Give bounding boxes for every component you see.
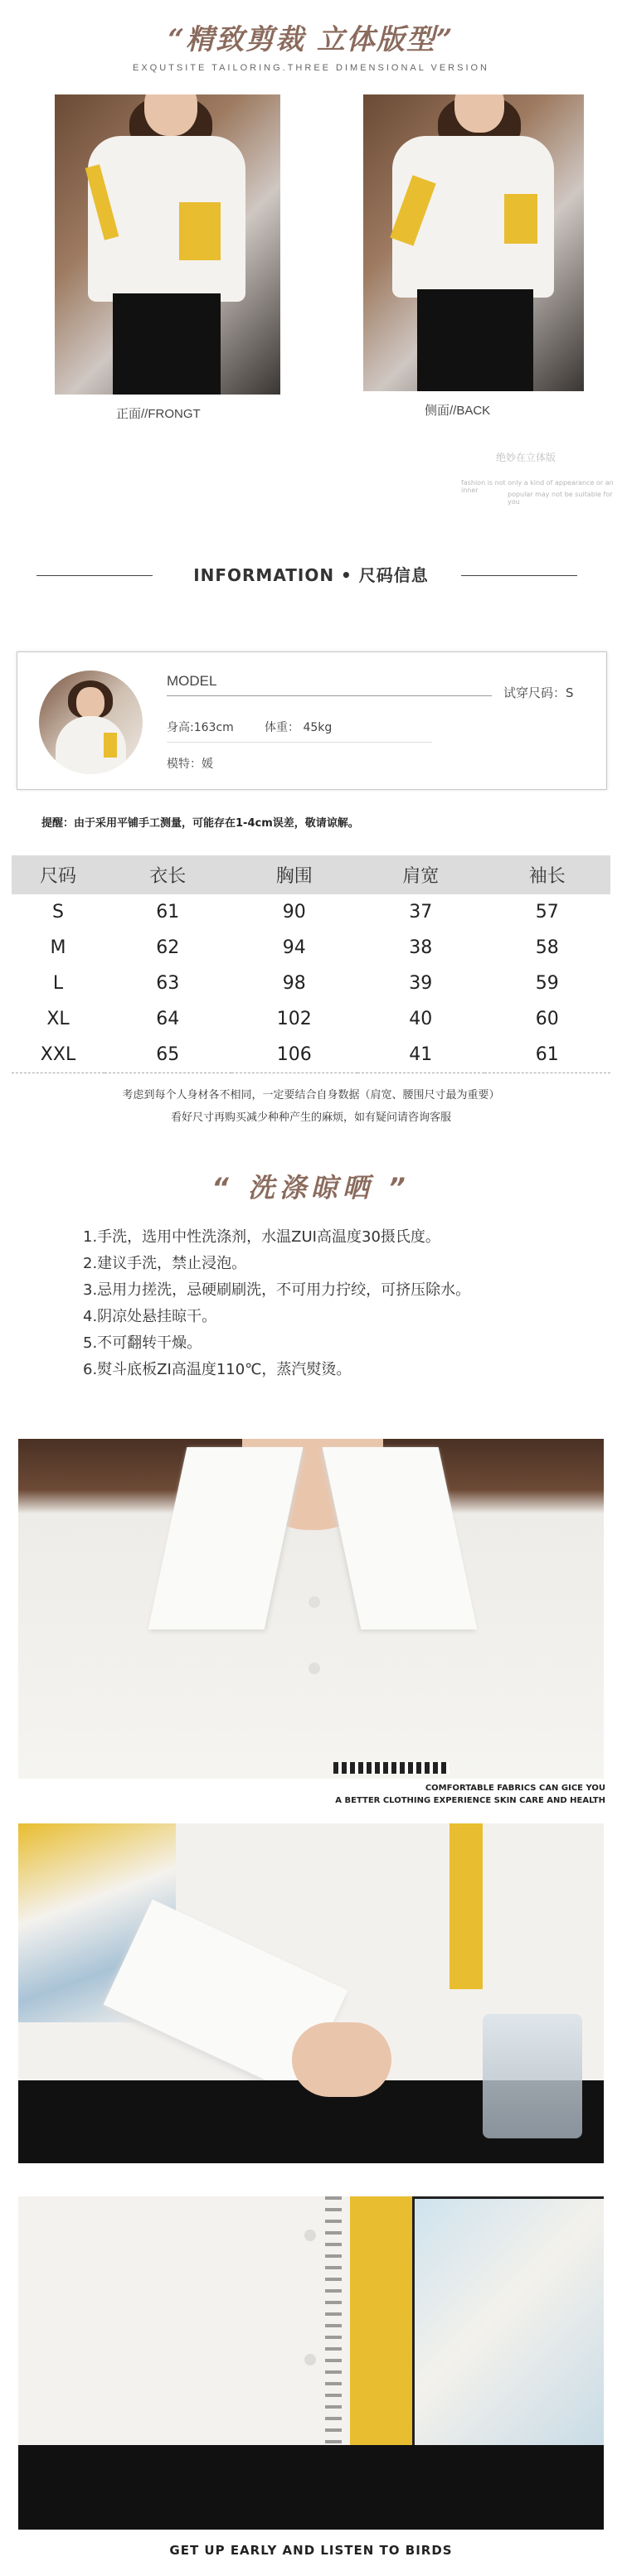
detail-photo-collar xyxy=(18,1439,604,1779)
header-length: 衣长 xyxy=(104,855,231,894)
table-cell: XL xyxy=(46,1009,70,1029)
wash-item-5: 5.不可翻转干燥。 xyxy=(83,1334,202,1352)
wash-item-4: 4.阴凉处悬挂晾干。 xyxy=(83,1308,217,1325)
side-view-photo xyxy=(363,94,584,391)
header-shoulder: 肩宽 xyxy=(357,855,484,894)
wash-item-1: 1.手洗，选用中性洗涤剂，水温ZUI高温度30摄氏度。 xyxy=(83,1228,440,1246)
model-label: MODEL xyxy=(167,673,217,689)
information-title: INFORMATION • 尺码信息 xyxy=(193,565,429,585)
footer-slogan: GET UP EARLY AND LISTEN TO BIRDS xyxy=(169,2543,453,2558)
table-cell: 37 xyxy=(409,902,433,922)
table-row xyxy=(12,1001,610,1037)
page-subtitle: EXQUTSITE TAILORING.THREE DIMENSIONAL VERSION xyxy=(132,63,489,73)
table-row xyxy=(12,966,610,1001)
table-cell: 98 xyxy=(282,973,306,994)
table-cell: 59 xyxy=(535,973,559,994)
table-cell: 58 xyxy=(535,937,559,958)
table-cell: XXL xyxy=(12,1037,104,1073)
table-cell: 40 xyxy=(409,1009,433,1029)
fabric-caption-2: A BETTER CLOTHING EXPERIENCE SKIN CARE AND HEALTH xyxy=(335,1796,605,1805)
table-cell: 94 xyxy=(282,937,306,958)
tagline-en-line-2: popular may not be suitable for you xyxy=(508,491,613,506)
header-sleeve: 袖长 xyxy=(484,855,611,894)
fabric-caption-1: COMFORTABLE FABRICS CAN GICE YOU xyxy=(425,1784,605,1793)
front-view-photo xyxy=(55,94,280,395)
wash-title: “ 洗涤晾晒 ” xyxy=(211,1172,411,1203)
model-avatar xyxy=(39,671,143,774)
side-caption: 侧面//BACK xyxy=(425,404,491,418)
table-cell: 65 xyxy=(104,1037,231,1073)
tagline: 绝妙在立体版 xyxy=(496,452,556,463)
tagline-en-line-1: fashion is not only a kind of appearance or an inner xyxy=(461,479,614,494)
table-row xyxy=(12,1037,610,1073)
table-cell: 60 xyxy=(535,1009,559,1029)
wash-item-6: 6.熨斗底板ZI高温度110℃，蒸汽熨烫。 xyxy=(83,1361,352,1378)
size-table xyxy=(12,855,610,1073)
model-underline xyxy=(167,695,492,696)
table-cell: 64 xyxy=(156,1009,180,1029)
table-cell: 41 xyxy=(357,1037,484,1073)
table-cell: 102 xyxy=(276,1009,312,1029)
size-tried: 试穿尺码：S xyxy=(503,685,574,700)
table-row xyxy=(12,894,610,930)
divider-right xyxy=(461,575,577,576)
table-cell: S xyxy=(52,902,64,922)
model-divider xyxy=(167,742,432,743)
table-cell: 61 xyxy=(484,1037,611,1073)
page-title: “精致剪裁 立体版型” xyxy=(168,23,454,56)
table-cell: L xyxy=(52,973,64,994)
size-table-header xyxy=(12,855,610,894)
size-remark-2: 看好尺寸再购买减少种种产生的麻烦，如有疑问请咨询客服 xyxy=(170,1111,451,1124)
table-cell: 57 xyxy=(535,902,559,922)
table-cell: 62 xyxy=(156,937,180,958)
model-weight: 体重： 45kg xyxy=(265,721,333,734)
size-remark-1: 考虑到每个人身材各不相同，一定要结合自身数据（肩宽、腰围尺寸最为重要） xyxy=(122,1089,500,1102)
model-height: 身高:163cm xyxy=(167,721,234,734)
wash-item-2: 2.建议手洗，禁止浸泡。 xyxy=(83,1255,247,1272)
table-cell: 63 xyxy=(156,973,180,994)
model-card xyxy=(17,651,607,790)
detail-photo-sleeve xyxy=(18,1823,604,2163)
table-cell: 61 xyxy=(156,902,180,922)
header-size: 尺码 xyxy=(12,855,104,894)
wash-item-3: 3.忌用力搓洗，忌硬刷刷洗，不可用力拧绞，可挤压除水。 xyxy=(83,1281,471,1299)
table-row xyxy=(12,930,610,966)
front-caption: 正面//FRONGT xyxy=(116,407,201,421)
table-cell: 39 xyxy=(409,973,433,994)
model-name: 模特：媛 xyxy=(167,758,213,771)
table-cell: 106 xyxy=(231,1037,358,1073)
detail-photo-print xyxy=(18,2196,604,2530)
header-chest: 胸围 xyxy=(231,855,358,894)
table-cell: 38 xyxy=(409,937,433,958)
table-cell: M xyxy=(50,937,66,958)
measurement-notice: 提醒：由于采用平铺手工测量，可能存在1-4cm误差，敬请谅解。 xyxy=(41,817,359,830)
table-cell: 90 xyxy=(282,902,306,922)
